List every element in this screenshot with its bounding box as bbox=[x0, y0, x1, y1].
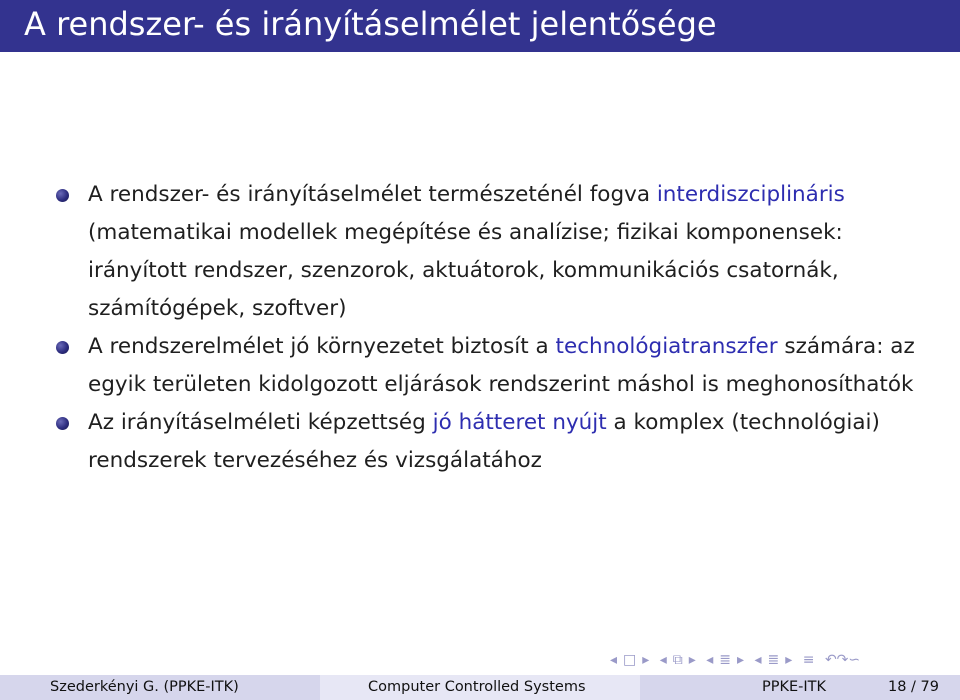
slide-title: A rendszer- és irányításelmélet jelentősége bbox=[24, 5, 717, 43]
bullet-item-1 bbox=[56, 176, 936, 328]
bullet-3-text: Az irányításelméleti képzettség bbox=[88, 410, 433, 435]
bullet-list bbox=[56, 176, 936, 480]
frame-icon[interactable]: □ bbox=[623, 652, 637, 668]
bullet-icon bbox=[56, 417, 69, 430]
footer-institute: PPKE-ITK bbox=[762, 679, 827, 695]
section-icon[interactable]: ≣ bbox=[719, 652, 732, 668]
footer-author-segment bbox=[0, 675, 320, 700]
part-prev-icon[interactable]: ◂ bbox=[754, 652, 762, 668]
frame-next-icon[interactable]: ▸ bbox=[642, 652, 650, 668]
footer-author: Szederkényi G. (PPKE-ITK) bbox=[50, 679, 239, 695]
slide-footer bbox=[0, 675, 960, 700]
bullet-2-highlight: technológiatranszfer bbox=[555, 334, 778, 359]
footer-course-segment bbox=[320, 675, 640, 700]
bullet-item-3 bbox=[56, 404, 936, 480]
part-icon[interactable]: ≣ bbox=[767, 652, 780, 668]
section-next-icon[interactable]: ▸ bbox=[737, 652, 745, 668]
bullet-1-text: A rendszer- és irányításelmélet természeténél fogva bbox=[88, 182, 657, 207]
align-icon[interactable]: ≡ bbox=[802, 652, 815, 668]
bullet-icon bbox=[56, 341, 69, 354]
bullet-2-text: A rendszerelmélet jó környezetet biztosít a bbox=[88, 334, 556, 359]
slide-title-bar bbox=[0, 0, 960, 52]
bullet-3-highlight: jó hátteret nyújt bbox=[432, 410, 607, 435]
page-number: 18 / 79 bbox=[888, 679, 940, 695]
subsection-next-icon[interactable]: ▸ bbox=[688, 652, 696, 668]
footer-course: Computer Controlled Systems bbox=[368, 679, 586, 695]
bullet-1-highlight: interdiszciplináris bbox=[656, 182, 845, 207]
section-prev-icon[interactable]: ◂ bbox=[706, 652, 714, 668]
subsection-icon[interactable]: ⧉ bbox=[672, 652, 683, 668]
frame-prev-icon[interactable]: ◂ bbox=[610, 652, 618, 668]
beamer-navigation-bar bbox=[610, 649, 866, 671]
bullet-3-rest: a komplex (technológiai) rendszerek tervezéséhez és vizsgálatához bbox=[88, 410, 880, 473]
bullet-2-rest: számára: az egyik területen kidolgozott eljárások rendszerint máshol is meghonosíthatók bbox=[88, 334, 915, 397]
part-next-icon[interactable]: ▸ bbox=[785, 652, 793, 668]
bullet-icon bbox=[56, 189, 69, 202]
bullet-item-2 bbox=[56, 328, 936, 404]
subsection-prev-icon[interactable]: ◂ bbox=[659, 652, 667, 668]
bullet-1-rest: (matematikai modellek megépítése és analízise; fizikai komponensek: irányított rendszer, szenzorok, aktuátorok, kommunikációs csatornák, számítógépek, szoftver) bbox=[88, 220, 843, 321]
footer-right-segment bbox=[640, 675, 960, 700]
search-back-forward-icon[interactable]: ↶↷∽ bbox=[824, 652, 861, 668]
